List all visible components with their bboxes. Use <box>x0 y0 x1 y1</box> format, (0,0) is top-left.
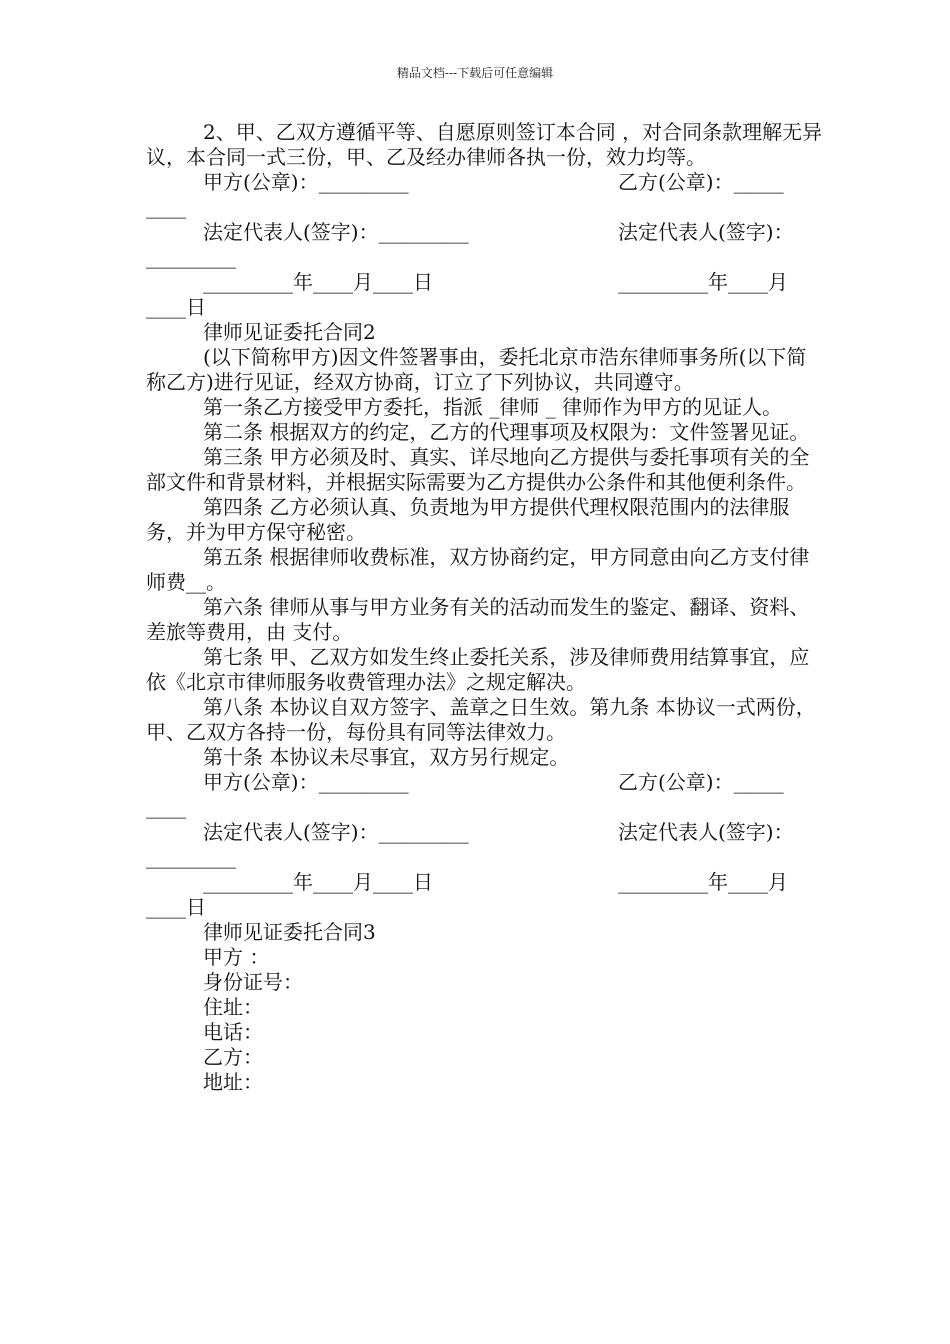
field-party-b: 乙方： <box>203 1045 263 1069</box>
signature-block-2 <box>146 770 826 920</box>
field-phone: 电话： <box>203 1020 263 1044</box>
date-row <box>146 870 826 895</box>
party-b-date-continued: ____日 <box>146 895 206 919</box>
party-b-representative-continued: _________ <box>146 845 236 869</box>
clause: 第六条 律师从事与甲方业务有关的活动而发生的鉴定、翻译、资料、差旅等费用，由 支付。 <box>146 595 810 644</box>
seal-row <box>146 770 826 795</box>
field-party-b-address: 地址： <box>203 1070 263 1094</box>
party-b-representative: 法定代表人(签字)： <box>618 820 794 844</box>
party-a-seal: 甲方(公章)：_________ <box>203 170 409 194</box>
party-b-seal: 乙方(公章)：_____ <box>618 170 784 194</box>
party-a-date: _________年____月____日 <box>203 270 433 294</box>
party-a-representative: 法定代表人(签字)：_________ <box>203 820 469 844</box>
party-b-date-continued: ____日 <box>146 295 206 319</box>
clause: 第三条 甲方必须及时、真实、详尽地向乙方提供与委托事项有关的全部文件和背景材料，并根据实际需要为乙方提供办公条件和其他便利条件。 <box>146 445 810 494</box>
page-header: 精品文档---下载后可任意编辑 <box>396 66 554 80</box>
clause: 第二条 根据双方的约定，乙方的代理事项及权限为：文件签署见证。 <box>203 420 810 444</box>
party-a-seal: 甲方(公章)：_________ <box>203 770 409 794</box>
party-b-date: _________年____月 <box>618 870 788 894</box>
clause: 第四条 乙方必须认真、负责地为甲方提供代理权限范围内的法律服务，并为甲方保守秘密。 <box>146 495 790 544</box>
clause: 第一条乙方接受甲方委托，指派 _律师 _ 律师作为甲方的见证人。 <box>203 395 783 419</box>
party-b-seal: 乙方(公章)：_____ <box>618 770 784 794</box>
contract-3-title: 律师见证委托合同3 <box>203 920 376 944</box>
party-b-date: _________年____月 <box>618 270 788 294</box>
field-address: 住址： <box>203 995 263 1019</box>
field-id-number: 身份证号： <box>203 970 303 994</box>
clause: 第七条 甲、乙双方如发生终止委托关系，涉及律师费用结算事宜，应依《北京市律师服务收费管理办法》之规定解决。 <box>146 645 810 694</box>
intro-paragraph: 2、甲、乙双方遵循平等、自愿原则签订本合同 ，对合同条款理解无异议，本合同一式三份，甲、乙及经办律师各执一份，效力均等。 <box>146 120 823 169</box>
clause: 第十条 本协议未尽事宜，双方另行规定。 <box>203 745 570 769</box>
contract-2-title: 律师见证委托合同2 <box>203 320 376 344</box>
contract-2-clauses <box>146 345 826 770</box>
party-b-representative-continued: _________ <box>146 245 236 269</box>
document-body <box>146 120 826 1095</box>
field-party-a: 甲方 ： <box>203 945 270 969</box>
signature-block-1 <box>146 170 826 320</box>
clause: (以下简称甲方)因文件签署事由，委托北京市浩东律师事务所(以下简称乙方)进行见证，经双方协商，订立了下列协议，共同遵守。 <box>146 345 807 394</box>
party-b-seal-continued: ____ <box>146 195 186 219</box>
representative-row <box>146 820 826 845</box>
party-b-representative: 法定代表人(签字)： <box>618 220 794 244</box>
date-row <box>146 270 826 295</box>
contract-3-fields <box>146 945 826 1095</box>
representative-row <box>146 220 826 245</box>
clause: 第五条 根据律师收费标准，双方协商约定，甲方同意由向乙方支付律师费__。 <box>146 545 810 594</box>
party-b-seal-continued: ____ <box>146 795 186 819</box>
party-a-representative: 法定代表人(签字)：_________ <box>203 220 469 244</box>
party-a-date: _________年____月____日 <box>203 870 433 894</box>
clause: 第八条 本协议自双方签字、盖章之日生效。第九条 本协议一式两份，甲、乙双方各持一份，每份具有同等法律效力。 <box>146 695 816 744</box>
seal-row <box>146 170 826 195</box>
